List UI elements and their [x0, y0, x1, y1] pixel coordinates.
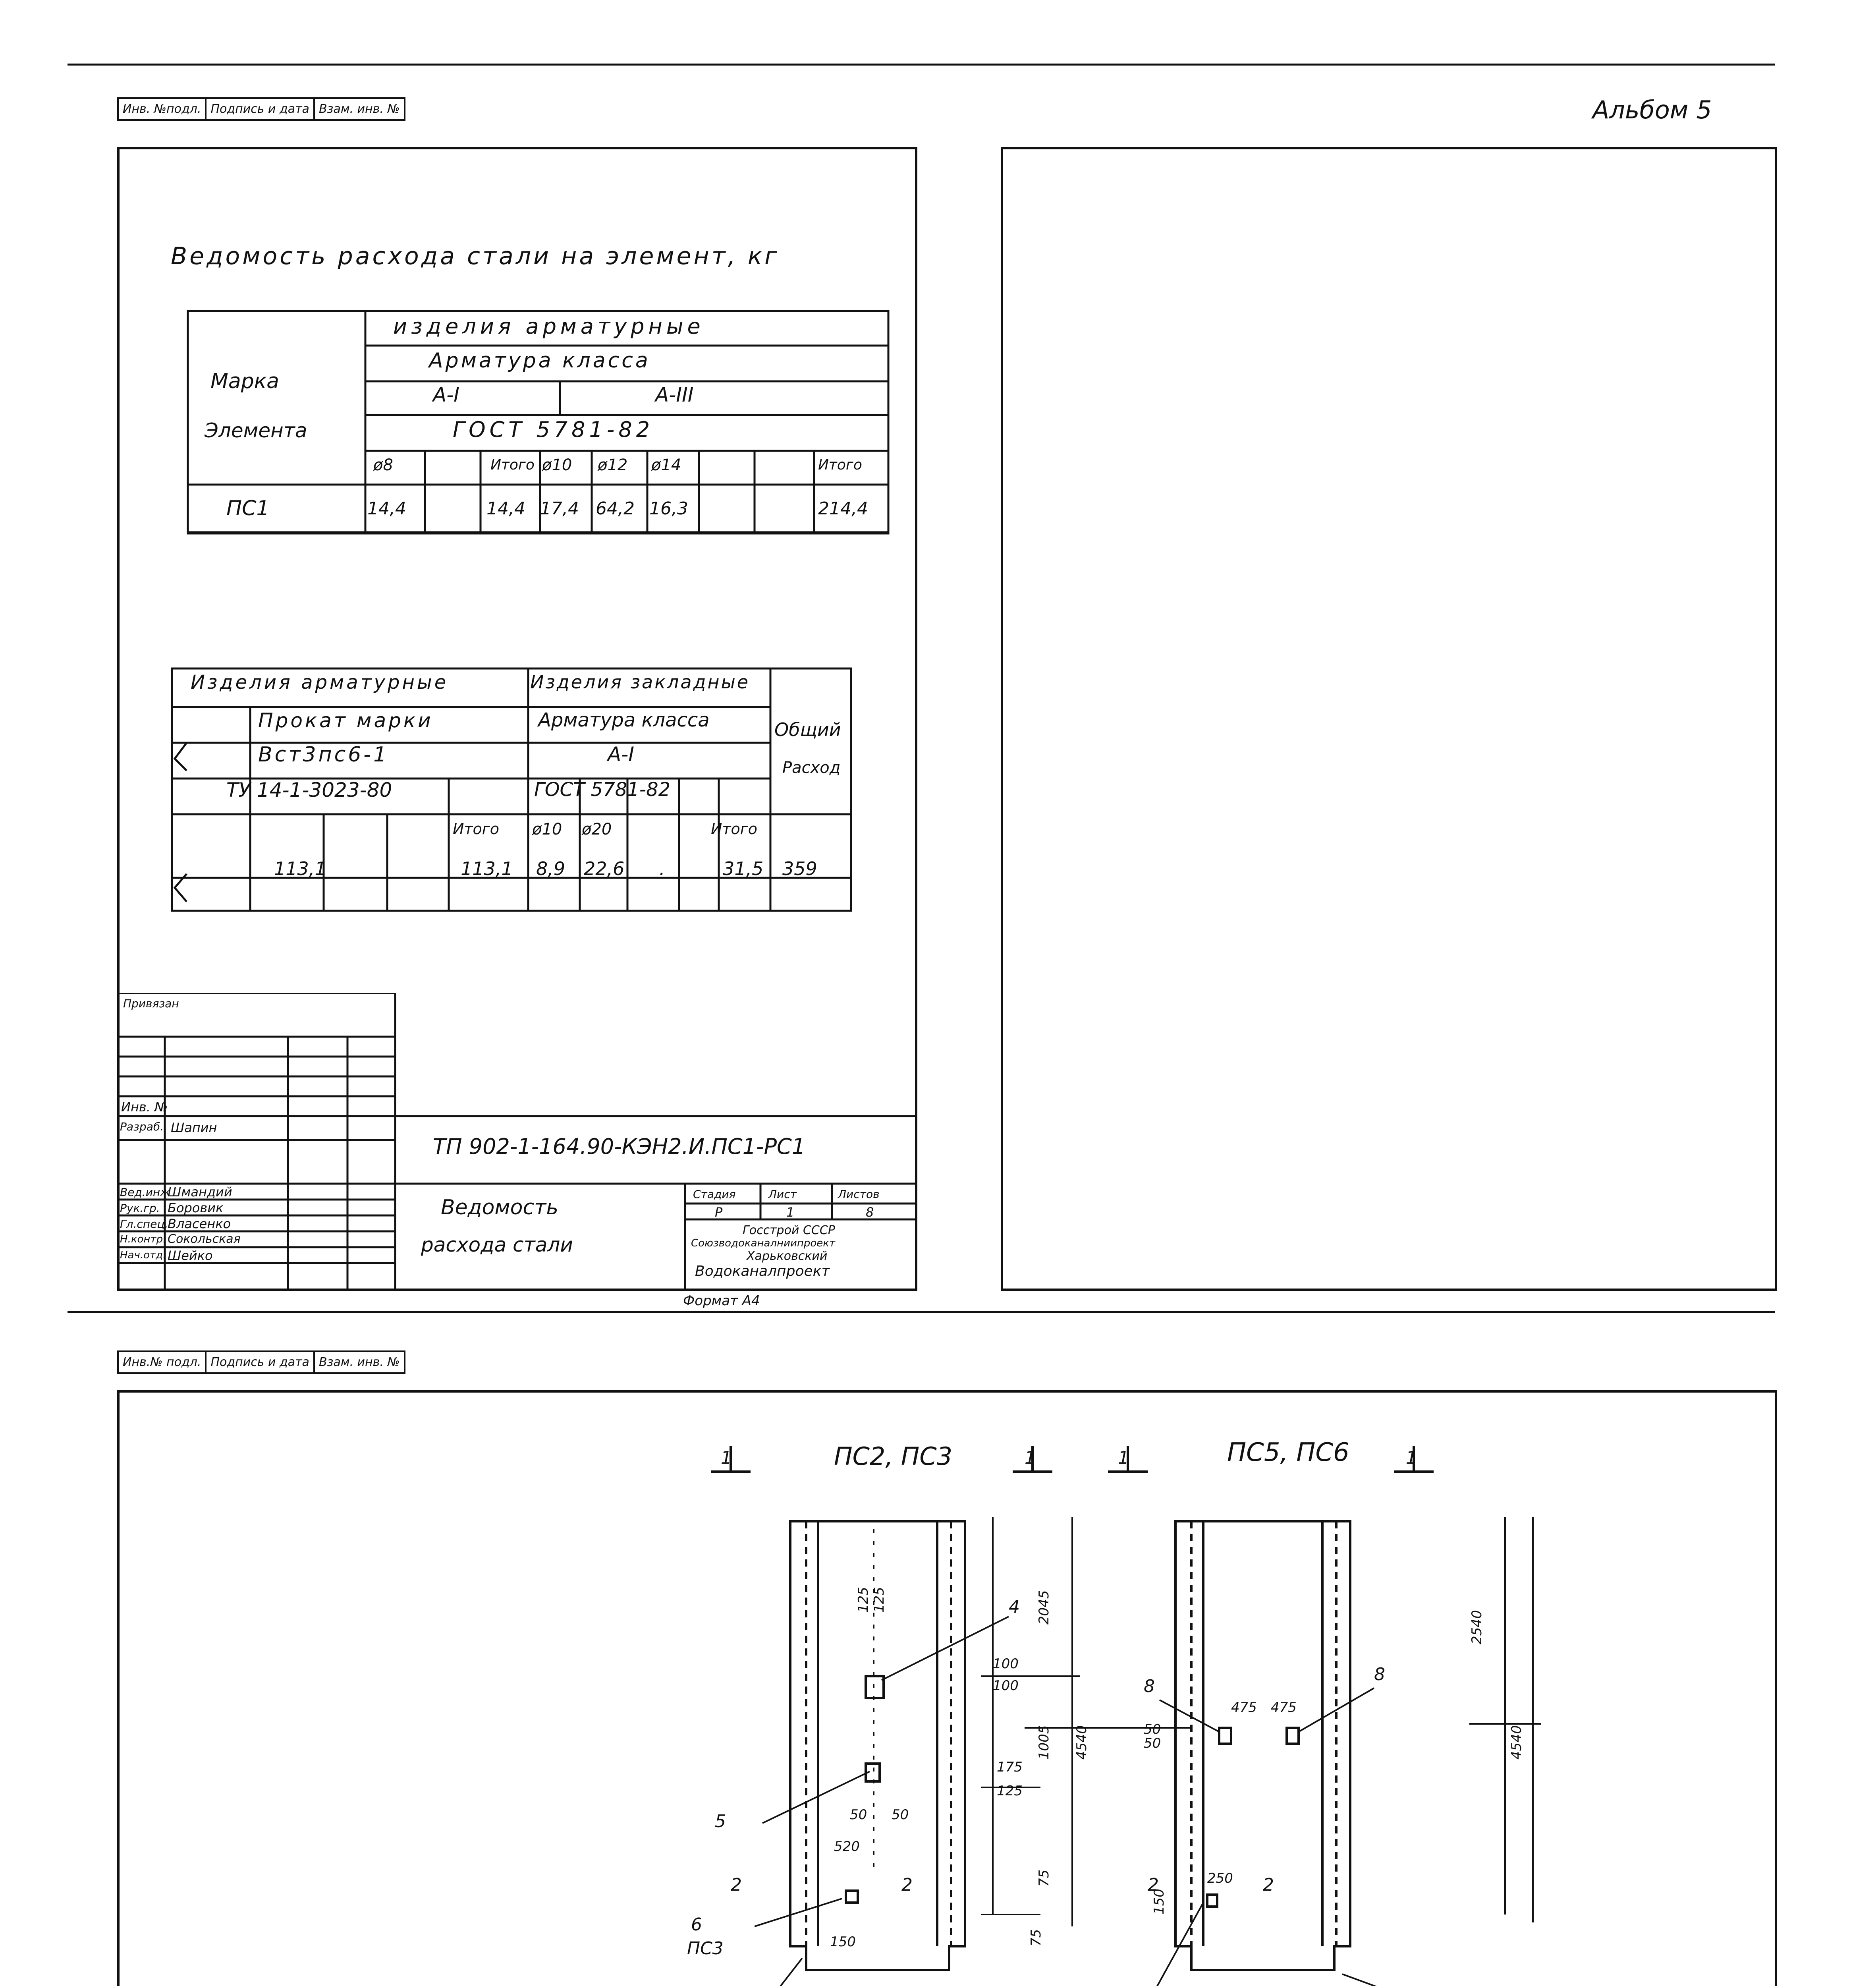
- mark-1-left-a: 1: [721, 1448, 732, 1468]
- dim-r-4540: 4540: [1509, 1725, 1525, 1760]
- mark-1-right-b: 1: [1406, 1448, 1417, 1468]
- stamp1-sheets: 8: [866, 1205, 874, 1220]
- t2-group1: Изделия арматурные: [191, 671, 449, 694]
- stamp1-sheet-h: Лист: [768, 1188, 797, 1201]
- stamp1-stage-h: Стадия: [693, 1188, 736, 1201]
- section-right-title: ПС5, ПС6: [1227, 1438, 1349, 1467]
- t1-row-v4: 17,4: [540, 498, 579, 519]
- t1-col-1: ø8: [373, 456, 393, 474]
- t1-row-v5: 64,2: [596, 498, 635, 519]
- stamp1-role-2: Рук.гр.: [120, 1202, 160, 1215]
- stamp1-org-3: Харьковский: [747, 1249, 828, 1263]
- t1-row-mark: ПС1: [226, 496, 270, 520]
- t2-class: Арматура класса: [538, 709, 710, 731]
- dim-l-125b: 125: [871, 1587, 887, 1613]
- stamp1-title-1: Ведомость: [441, 1196, 559, 1219]
- pos-8a: 8: [1144, 1676, 1155, 1696]
- dim-r-75b: 75: [1028, 1929, 1044, 1946]
- t1-row-v8: 214,4: [818, 498, 868, 519]
- table1-a3: А-III: [655, 383, 694, 406]
- stamp1-stage: Р: [715, 1205, 723, 1220]
- dim-l-175: 175: [997, 1759, 1023, 1775]
- t2-col-itogo1: Итого: [453, 820, 500, 838]
- inv-header-1: Инв. №подл.: [118, 98, 206, 120]
- pos-ps3: ПС3: [687, 1938, 724, 1959]
- t2-row-v8: 31,5: [723, 858, 764, 879]
- stamp1-format: Формат А4: [683, 1293, 760, 1309]
- stamp1-role-3: Гл.спец.: [120, 1217, 168, 1231]
- t1-row-v1: 14,4: [367, 498, 406, 519]
- pos-8b: 8: [1374, 1664, 1385, 1685]
- dim-r-150: 150: [1151, 1889, 1167, 1915]
- mark-2-d: 2: [1263, 1875, 1274, 1895]
- t1-col-8: Итого: [818, 457, 862, 473]
- pos-label-texts: [687, 1448, 1504, 1986]
- stamp1-role-0: Разраб.: [120, 1120, 164, 1133]
- t1-col-4: ø10: [542, 456, 572, 474]
- dim-l-50a: 50: [850, 1807, 867, 1823]
- t2-steel: Вст3пс6-1: [258, 743, 389, 767]
- mark-2-a: 2: [731, 1875, 742, 1895]
- t1-col-3: Итого: [490, 457, 535, 473]
- inv2-header-1: Инв.№ подл.: [118, 1351, 206, 1373]
- pos-4: 4: [1009, 1597, 1020, 1617]
- stamp1-name-3: Власенко: [168, 1216, 231, 1231]
- stamp1-sheets-h: Листов: [838, 1188, 880, 1201]
- stamp1-name-0: Шапин: [171, 1120, 217, 1135]
- t2-total: Общий: [774, 719, 841, 740]
- mark-2-b: 2: [901, 1875, 913, 1895]
- dim-l-125c: 125: [997, 1783, 1023, 1799]
- inv-header-2: Подпись и дата: [206, 98, 314, 120]
- t2-row-v5: 8,9: [536, 858, 566, 879]
- dim-r-75a: 75: [1036, 1869, 1052, 1887]
- t2-col-itogo2: Итого: [711, 820, 758, 838]
- table1-element: Элемента: [205, 419, 307, 442]
- dim-r-50b: 50: [1144, 1735, 1161, 1751]
- mark-2-c: 2: [1148, 1875, 1159, 1895]
- t2-row-v6: 22,6: [584, 858, 625, 879]
- t1-row-v6: 16,3: [649, 498, 688, 519]
- dim-l-150: 150: [830, 1934, 856, 1950]
- right-panel: [1175, 1521, 1350, 1970]
- stamp1-title-2: расхода стали: [421, 1233, 573, 1256]
- t2-row-v1: 113,1: [274, 858, 326, 879]
- stamp1-name-2: Боровик: [168, 1200, 224, 1215]
- inv-header-3: Взам. инв. №: [314, 98, 405, 120]
- stamp1-org-1: Госстрой СССР: [743, 1223, 835, 1237]
- t1-col-5: ø12: [598, 456, 628, 474]
- dim-l-100b: 100: [993, 1678, 1019, 1694]
- inv2-header-2: Подпись и дата: [206, 1351, 314, 1373]
- dim-l-100a: 100: [993, 1656, 1019, 1672]
- t2-row-v4: 113,1: [461, 858, 513, 879]
- stamp1-org-4: Водоканалпроект: [695, 1263, 830, 1279]
- table1-gost: ГОСТ 5781-82: [453, 417, 654, 442]
- t2-prokat: Прокат марки: [258, 709, 433, 732]
- mark-1-left-b: 1: [1025, 1448, 1036, 1468]
- dim-r-475b: 475: [1271, 1700, 1297, 1716]
- t1-row-v3: 14,4: [486, 498, 525, 519]
- pos-5: 5: [715, 1811, 726, 1831]
- t2-row-v7: .: [659, 858, 665, 879]
- stamp1-org-2: Союзводоканалниипроект: [691, 1237, 836, 1249]
- dim-r-2540: 2540: [1469, 1610, 1485, 1644]
- table1-group: изделия арматурные: [393, 314, 704, 339]
- stamp1-privyazan: Привязан: [123, 997, 179, 1010]
- t2-gost: ГОСТ 5781-82: [534, 779, 671, 801]
- stamp1-name-1: Шмандий: [168, 1184, 232, 1200]
- stamp1-inv: Инв. №: [121, 1099, 168, 1115]
- dim-l-50b: 50: [892, 1807, 909, 1823]
- t2-col-d20: ø20: [582, 820, 612, 838]
- dim-r-475a: 475: [1231, 1700, 1257, 1716]
- t2-tu: ТУ 14-1-3023-80: [226, 779, 392, 802]
- stamp1-role-1: Вед.инж: [120, 1186, 170, 1199]
- table1-a1: А-I: [433, 383, 459, 406]
- dim-r-50a: 50: [1144, 1721, 1161, 1737]
- section-left-title: ПС2, ПС3: [834, 1442, 953, 1471]
- t2-total2: Расход: [782, 759, 841, 777]
- table1-class: Арматура класса: [429, 349, 650, 373]
- stamp1-role-4: Н.контр.: [120, 1233, 166, 1245]
- stamp1-role-5: Нач.отд.: [120, 1249, 166, 1261]
- dim-l-1005: 1005: [1036, 1725, 1052, 1760]
- stamp1-sheet: 1: [786, 1205, 795, 1220]
- dim-r-250: 250: [1207, 1870, 1233, 1886]
- section-markers: [711, 1446, 1434, 1472]
- dim-l-520: 520: [834, 1839, 860, 1855]
- dim-texts: [353, 1587, 1525, 1986]
- t2-group2: Изделия закладные: [530, 671, 750, 693]
- stamp1-code: ТП 902-1-164.90-КЭН2.И.ПС1-РС1: [433, 1134, 806, 1159]
- sheet1-title: Ведомость расхода стали на элемент, кг: [171, 242, 780, 270]
- t2-a1: А-I: [608, 743, 634, 766]
- stamp1-name-4: Сокольская: [168, 1232, 241, 1246]
- stamp1-name-5: Шейко: [168, 1248, 213, 1263]
- album-label: Альбом 5: [1592, 95, 1712, 124]
- pos-6: 6: [691, 1915, 702, 1935]
- mark-1-right-a: 1: [1118, 1448, 1129, 1468]
- t2-row-v9: 359: [782, 858, 817, 879]
- inv2-header-3: Взам. инв. №: [314, 1351, 405, 1373]
- dims-right-lines: [1025, 1517, 1541, 1986]
- dim-l-2045: 2045: [1036, 1590, 1052, 1625]
- dim-l-125a: 125: [855, 1587, 871, 1613]
- t1-col-6: ø14: [651, 456, 681, 474]
- t2-col-d10: ø10: [532, 820, 562, 838]
- table1-marka: Марка: [210, 369, 280, 393]
- dim-l-4540: 4540: [1074, 1725, 1090, 1760]
